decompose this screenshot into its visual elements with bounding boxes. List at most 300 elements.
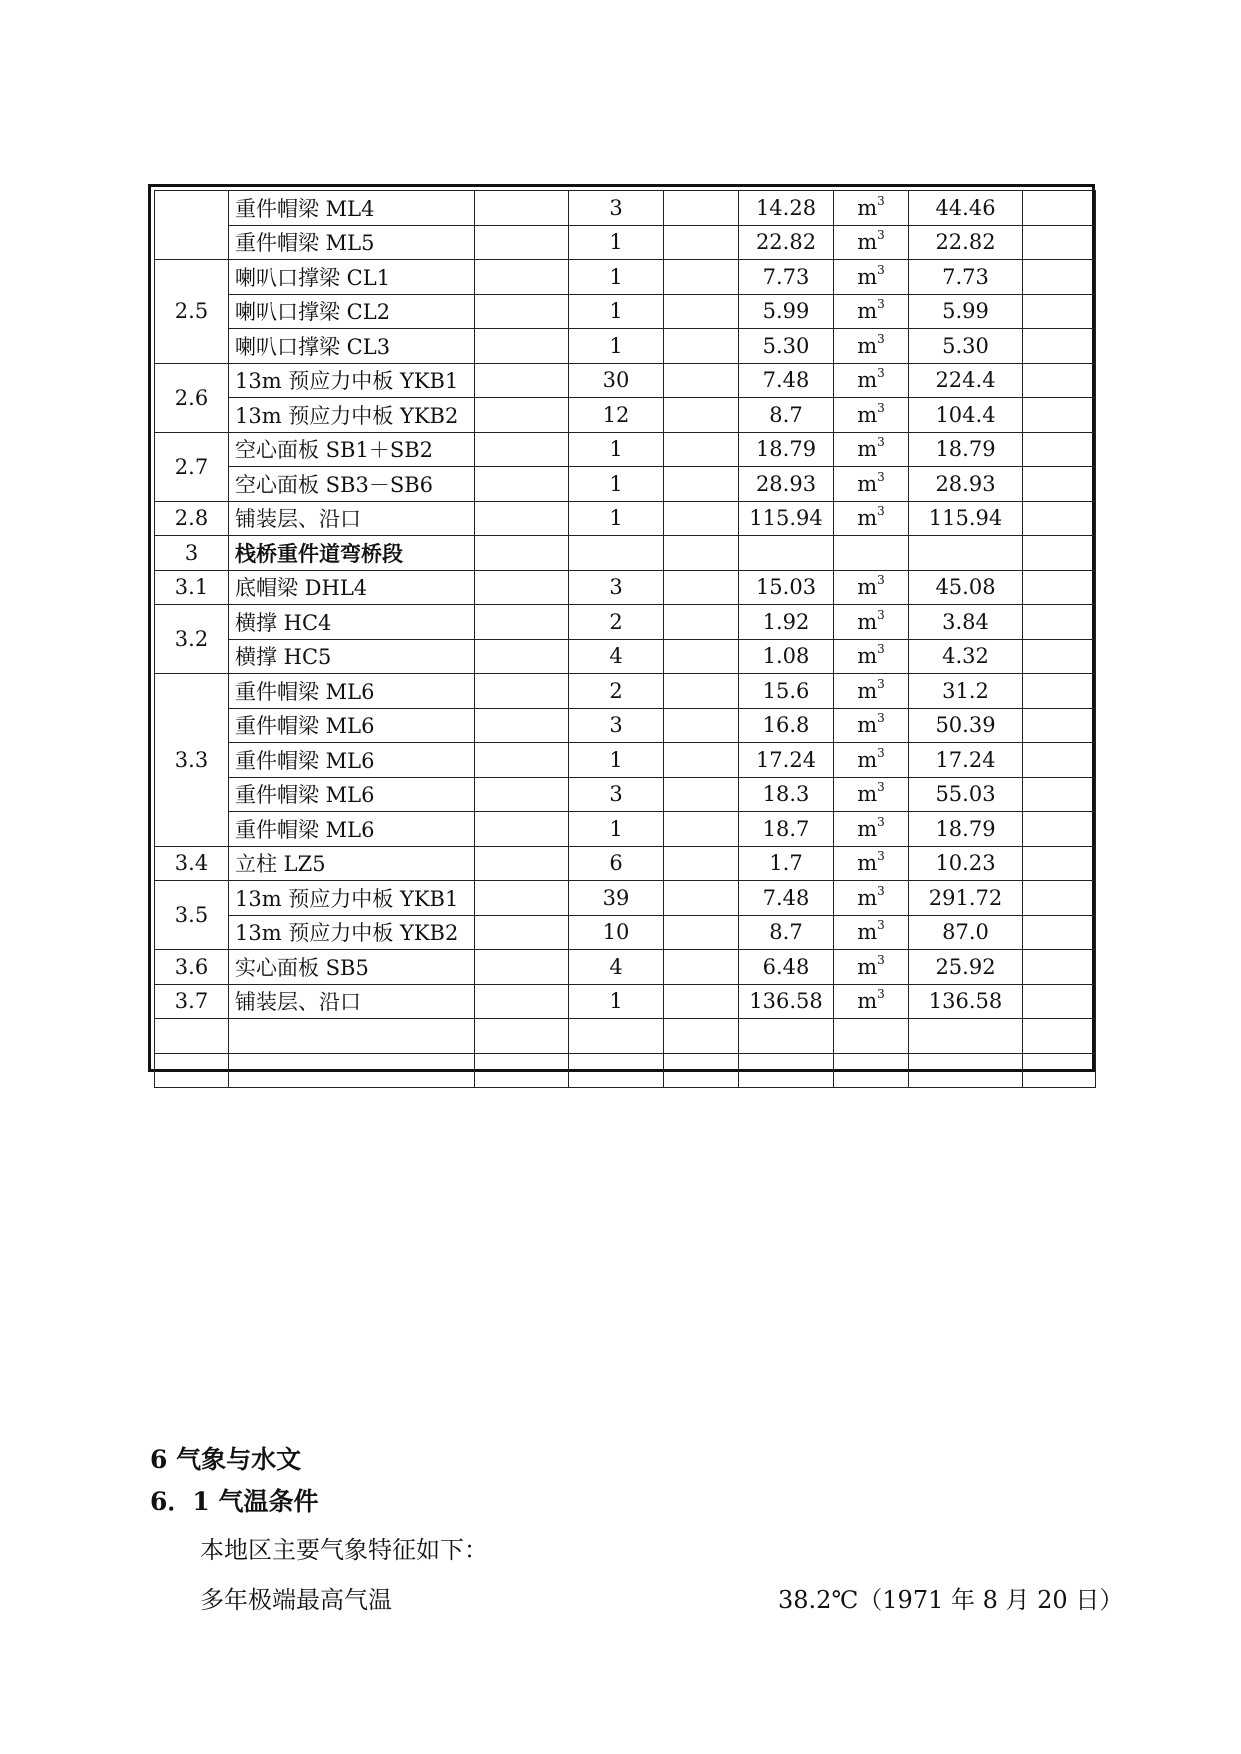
blank-cell [664, 191, 739, 226]
item-number-cell [155, 191, 229, 260]
item-number-cell: 3.6 [155, 950, 229, 985]
table-row [155, 225, 1096, 260]
remark-cell [1023, 743, 1096, 778]
intro-paragraph: 本地区主要气象特征如下： [200, 1536, 488, 1564]
item-name-cell: 铺装层、沿口 [229, 501, 475, 536]
unit-base: m [857, 851, 878, 876]
blank-cell [664, 363, 739, 398]
item-name-cell: 横撑 HC5 [229, 639, 475, 674]
table-row [155, 1019, 1096, 1054]
unit-cell [834, 846, 909, 881]
quantity-cell: 30 [569, 363, 664, 398]
blank-cell [664, 1019, 739, 1054]
unit-cell [834, 881, 909, 916]
unit-volume-cell [739, 1019, 834, 1054]
unit-exponent: 3 [877, 607, 885, 622]
blank-cell [475, 777, 569, 812]
table-row [155, 260, 1096, 295]
unit-base: m [857, 368, 878, 393]
total-volume-cell: 18.79 [909, 812, 1023, 847]
blank-cell [475, 467, 569, 502]
unit-exponent: 3 [877, 573, 885, 588]
total-volume-cell: 115.94 [909, 501, 1023, 536]
table-row [155, 501, 1096, 536]
item-number-cell [155, 1053, 229, 1088]
remark-cell [1023, 570, 1096, 605]
item-name-cell: 喇叭口撑梁 CL2 [229, 294, 475, 329]
unit-exponent: 3 [877, 918, 885, 933]
unit-exponent: 3 [877, 987, 885, 1002]
item-name-cell: 重件帽梁 ML5 [229, 225, 475, 260]
remark-cell [1023, 191, 1096, 226]
table-row [155, 605, 1096, 640]
quantity-cell: 1 [569, 812, 664, 847]
remark-cell [1023, 260, 1096, 295]
unit-cell [834, 363, 909, 398]
total-volume-cell: 291.72 [909, 881, 1023, 916]
unit-volume-cell: 15.6 [739, 674, 834, 709]
unit-volume-cell: 7.48 [739, 881, 834, 916]
blank-cell [664, 743, 739, 778]
unit-cell [834, 743, 909, 778]
remark-cell [1023, 363, 1096, 398]
unit-volume-cell [739, 536, 834, 571]
unit-cell [834, 260, 909, 295]
item-name-cell: 空心面板 SB3－SB6 [229, 467, 475, 502]
item-name-cell: 重件帽梁 ML6 [229, 777, 475, 812]
climate-item-value: 38.2℃（1971 年 8 月 20 日） [778, 1586, 1124, 1614]
unit-volume-cell: 1.92 [739, 605, 834, 640]
item-number-cell: 2.7 [155, 432, 229, 501]
total-volume-cell: 7.73 [909, 260, 1023, 295]
table-row [155, 570, 1096, 605]
blank-cell [475, 191, 569, 226]
unit-base: m [857, 299, 878, 324]
unit-base: m [857, 885, 878, 910]
unit-exponent: 3 [877, 331, 885, 346]
item-name-cell: 栈桥重件道弯桥段 [229, 536, 475, 571]
total-volume-cell: 17.24 [909, 743, 1023, 778]
item-name-cell: 13m 预应力中板 YKB1 [229, 363, 475, 398]
unit-exponent: 3 [877, 642, 885, 657]
item-name-cell: 底帽梁 DHL4 [229, 570, 475, 605]
total-volume-cell: 5.99 [909, 294, 1023, 329]
remark-cell [1023, 639, 1096, 674]
unit-volume-cell: 8.7 [739, 398, 834, 433]
table-row [155, 708, 1096, 743]
unit-volume-cell: 7.48 [739, 363, 834, 398]
unit-volume-cell: 136.58 [739, 984, 834, 1019]
blank-cell [475, 639, 569, 674]
blank-cell [664, 950, 739, 985]
blank-cell [475, 605, 569, 640]
item-name-cell: 13m 预应力中板 YKB1 [229, 881, 475, 916]
blank-cell [664, 777, 739, 812]
unit-cell [834, 191, 909, 226]
table-row [155, 639, 1096, 674]
unit-cell [834, 915, 909, 950]
blank-cell [475, 674, 569, 709]
unit-cell [834, 674, 909, 709]
blank-cell [475, 1019, 569, 1054]
remark-cell [1023, 605, 1096, 640]
item-name-cell: 重件帽梁 ML4 [229, 191, 475, 226]
table-row [155, 950, 1096, 985]
blank-cell [475, 950, 569, 985]
unit-base: m [857, 954, 878, 979]
unit-cell [834, 570, 909, 605]
unit-base: m [857, 644, 878, 669]
unit-volume-cell: 15.03 [739, 570, 834, 605]
quantity-cell: 4 [569, 950, 664, 985]
remark-cell [1023, 674, 1096, 709]
unit-volume-cell: 22.82 [739, 225, 834, 260]
unit-base: m [857, 437, 878, 462]
unit-volume-cell: 14.28 [739, 191, 834, 226]
quantity-cell: 2 [569, 674, 664, 709]
blank-cell [664, 1053, 739, 1088]
unit-exponent: 3 [877, 435, 885, 450]
unit-cell [834, 329, 909, 364]
blank-cell [664, 846, 739, 881]
remark-cell [1023, 846, 1096, 881]
blank-cell [475, 536, 569, 571]
item-name-cell [229, 1053, 475, 1088]
total-volume-cell [909, 536, 1023, 571]
item-number-cell: 2.6 [155, 363, 229, 432]
table-row [155, 329, 1096, 364]
remark-cell [1023, 501, 1096, 536]
unit-cell [834, 536, 909, 571]
quantity-cell: 1 [569, 260, 664, 295]
table-row [155, 881, 1096, 916]
unit-exponent: 3 [877, 366, 885, 381]
quantity-cell [569, 536, 664, 571]
unit-volume-cell: 5.99 [739, 294, 834, 329]
table-row [155, 432, 1096, 467]
unit-volume-cell: 18.7 [739, 812, 834, 847]
table-row [155, 398, 1096, 433]
unit-base: m [857, 471, 878, 496]
blank-cell [664, 294, 739, 329]
blank-cell [664, 605, 739, 640]
remark-cell [1023, 398, 1096, 433]
unit-cell [834, 984, 909, 1019]
table-row [155, 743, 1096, 778]
total-volume-cell [909, 1053, 1023, 1088]
item-name-cell: 重件帽梁 ML6 [229, 812, 475, 847]
subsection-heading: 6．1 气温条件 [150, 1487, 319, 1516]
remark-cell [1023, 225, 1096, 260]
quantity-cell: 4 [569, 639, 664, 674]
item-name-cell: 喇叭口撑梁 CL1 [229, 260, 475, 295]
quantity-cell: 6 [569, 846, 664, 881]
blank-cell [664, 536, 739, 571]
blank-cell [664, 812, 739, 847]
section-heading: 6 气象与水文 [150, 1445, 302, 1474]
unit-base: m [857, 264, 878, 289]
item-name-cell: 重件帽梁 ML6 [229, 743, 475, 778]
item-number-cell: 2.8 [155, 501, 229, 536]
quantity-cell: 1 [569, 225, 664, 260]
total-volume-cell: 22.82 [909, 225, 1023, 260]
blank-cell [475, 743, 569, 778]
item-name-cell: 横撑 HC4 [229, 605, 475, 640]
blank-cell [664, 329, 739, 364]
unit-cell [834, 708, 909, 743]
unit-exponent: 3 [877, 193, 885, 208]
table-row [155, 777, 1096, 812]
remark-cell [1023, 915, 1096, 950]
item-name-cell: 13m 预应力中板 YKB2 [229, 915, 475, 950]
remark-cell [1023, 467, 1096, 502]
unit-exponent: 3 [877, 883, 885, 898]
quantity-cell: 1 [569, 294, 664, 329]
remark-cell [1023, 984, 1096, 1019]
unit-exponent: 3 [877, 262, 885, 277]
unit-cell [834, 777, 909, 812]
quantity-table-body [155, 191, 1096, 1088]
table-row [155, 363, 1096, 398]
quantity-table-frame [148, 184, 1095, 1072]
unit-cell [834, 398, 909, 433]
blank-cell [664, 708, 739, 743]
unit-base: m [857, 402, 878, 427]
item-name-cell: 立柱 LZ5 [229, 846, 475, 881]
item-name-cell: 重件帽梁 ML6 [229, 708, 475, 743]
total-volume-cell: 18.79 [909, 432, 1023, 467]
quantity-cell: 2 [569, 605, 664, 640]
unit-cell [834, 605, 909, 640]
total-volume-cell: 10.23 [909, 846, 1023, 881]
blank-cell [475, 915, 569, 950]
item-name-cell: 实心面板 SB5 [229, 950, 475, 985]
table-row [155, 812, 1096, 847]
blank-cell [664, 225, 739, 260]
quantity-cell: 3 [569, 777, 664, 812]
table-row [155, 984, 1096, 1019]
remark-cell [1023, 1019, 1096, 1054]
table-row [155, 674, 1096, 709]
total-volume-cell: 224.4 [909, 363, 1023, 398]
blank-cell [664, 639, 739, 674]
table-row [155, 536, 1096, 571]
remark-cell [1023, 708, 1096, 743]
unit-exponent: 3 [877, 780, 885, 795]
remark-cell [1023, 950, 1096, 985]
blank-cell [475, 570, 569, 605]
item-number-cell: 3.3 [155, 674, 229, 847]
item-number-cell: 3.2 [155, 605, 229, 674]
unit-cell [834, 294, 909, 329]
table-row [155, 1053, 1096, 1088]
blank-cell [664, 674, 739, 709]
blank-cell [475, 881, 569, 916]
blank-cell [475, 225, 569, 260]
remark-cell [1023, 329, 1096, 364]
total-volume-cell: 55.03 [909, 777, 1023, 812]
unit-exponent: 3 [877, 676, 885, 691]
total-volume-cell [909, 1019, 1023, 1054]
blank-cell [475, 294, 569, 329]
quantity-cell: 3 [569, 708, 664, 743]
table-row [155, 846, 1096, 881]
table-row [155, 467, 1096, 502]
blank-cell [664, 915, 739, 950]
blank-cell [475, 260, 569, 295]
unit-base: m [857, 747, 878, 772]
unit-exponent: 3 [877, 711, 885, 726]
unit-base: m [857, 575, 878, 600]
item-number-cell: 3.1 [155, 570, 229, 605]
unit-volume-cell: 8.7 [739, 915, 834, 950]
unit-volume-cell: 18.3 [739, 777, 834, 812]
item-number-cell: 3 [155, 536, 229, 571]
remark-cell [1023, 1053, 1096, 1088]
unit-base: m [857, 920, 878, 945]
unit-volume-cell: 7.73 [739, 260, 834, 295]
quantity-cell: 12 [569, 398, 664, 433]
remark-cell [1023, 881, 1096, 916]
table-row [155, 915, 1096, 950]
unit-exponent: 3 [877, 469, 885, 484]
unit-cell [834, 812, 909, 847]
quantity-cell: 39 [569, 881, 664, 916]
unit-volume-cell: 1.08 [739, 639, 834, 674]
quantity-cell [569, 1053, 664, 1088]
unit-base: m [857, 713, 878, 738]
quantity-cell: 1 [569, 329, 664, 364]
item-number-cell [155, 1019, 229, 1054]
item-name-cell: 空心面板 SB1＋SB2 [229, 432, 475, 467]
unit-exponent: 3 [877, 849, 885, 864]
unit-volume-cell: 16.8 [739, 708, 834, 743]
remark-cell [1023, 777, 1096, 812]
unit-volume-cell: 115.94 [739, 501, 834, 536]
unit-exponent: 3 [877, 745, 885, 760]
unit-exponent: 3 [877, 504, 885, 519]
total-volume-cell: 104.4 [909, 398, 1023, 433]
total-volume-cell: 4.32 [909, 639, 1023, 674]
unit-base: m [857, 195, 878, 220]
remark-cell [1023, 536, 1096, 571]
unit-cell [834, 225, 909, 260]
quantity-cell: 1 [569, 432, 664, 467]
blank-cell [475, 812, 569, 847]
blank-cell [475, 501, 569, 536]
total-volume-cell: 45.08 [909, 570, 1023, 605]
unit-cell [834, 1053, 909, 1088]
unit-cell [834, 467, 909, 502]
unit-cell [834, 501, 909, 536]
unit-base: m [857, 782, 878, 807]
item-number-cell: 3.4 [155, 846, 229, 881]
blank-cell [664, 260, 739, 295]
item-number-cell: 3.7 [155, 984, 229, 1019]
item-name-cell: 13m 预应力中板 YKB2 [229, 398, 475, 433]
total-volume-cell: 3.84 [909, 605, 1023, 640]
quantity-cell: 10 [569, 915, 664, 950]
blank-cell [475, 398, 569, 433]
total-volume-cell: 25.92 [909, 950, 1023, 985]
unit-volume-cell: 18.79 [739, 432, 834, 467]
total-volume-cell: 31.2 [909, 674, 1023, 709]
blank-cell [664, 501, 739, 536]
total-volume-cell: 87.0 [909, 915, 1023, 950]
unit-volume-cell: 17.24 [739, 743, 834, 778]
total-volume-cell: 44.46 [909, 191, 1023, 226]
item-name-cell: 喇叭口撑梁 CL3 [229, 329, 475, 364]
quantity-table [154, 190, 1096, 1088]
unit-volume-cell: 1.7 [739, 846, 834, 881]
remark-cell [1023, 812, 1096, 847]
quantity-cell: 1 [569, 984, 664, 1019]
unit-exponent: 3 [877, 297, 885, 312]
quantity-cell: 3 [569, 570, 664, 605]
unit-cell [834, 950, 909, 985]
item-name-cell [229, 1019, 475, 1054]
quantity-cell: 3 [569, 191, 664, 226]
blank-cell [664, 570, 739, 605]
unit-base: m [857, 230, 878, 255]
remark-cell [1023, 432, 1096, 467]
unit-exponent: 3 [877, 400, 885, 415]
total-volume-cell: 5.30 [909, 329, 1023, 364]
blank-cell [475, 708, 569, 743]
blank-cell [664, 432, 739, 467]
unit-volume-cell [739, 1053, 834, 1088]
blank-cell [475, 329, 569, 364]
blank-cell [475, 1053, 569, 1088]
remark-cell [1023, 294, 1096, 329]
unit-exponent: 3 [877, 814, 885, 829]
quantity-cell: 1 [569, 467, 664, 502]
quantity-cell: 1 [569, 501, 664, 536]
item-number-cell: 3.5 [155, 881, 229, 950]
total-volume-cell: 28.93 [909, 467, 1023, 502]
blank-cell [475, 846, 569, 881]
blank-cell [664, 881, 739, 916]
unit-volume-cell: 6.48 [739, 950, 834, 985]
unit-base: m [857, 989, 878, 1014]
blank-cell [475, 984, 569, 1019]
table-row [155, 294, 1096, 329]
blank-cell [475, 432, 569, 467]
quantity-cell [569, 1019, 664, 1054]
item-number-cell: 2.5 [155, 260, 229, 364]
unit-base: m [857, 506, 878, 531]
unit-base: m [857, 333, 878, 358]
unit-cell [834, 1019, 909, 1054]
unit-volume-cell: 28.93 [739, 467, 834, 502]
unit-volume-cell: 5.30 [739, 329, 834, 364]
total-volume-cell: 136.58 [909, 984, 1023, 1019]
blank-cell [664, 398, 739, 433]
unit-exponent: 3 [877, 228, 885, 243]
blank-cell [664, 467, 739, 502]
unit-base: m [857, 816, 878, 841]
table-row [155, 191, 1096, 226]
total-volume-cell: 50.39 [909, 708, 1023, 743]
unit-cell [834, 639, 909, 674]
unit-base: m [857, 678, 878, 703]
unit-base: m [857, 609, 878, 634]
item-name-cell: 重件帽梁 ML6 [229, 674, 475, 709]
unit-exponent: 3 [877, 952, 885, 967]
quantity-cell: 1 [569, 743, 664, 778]
unit-cell [834, 432, 909, 467]
blank-cell [475, 363, 569, 398]
